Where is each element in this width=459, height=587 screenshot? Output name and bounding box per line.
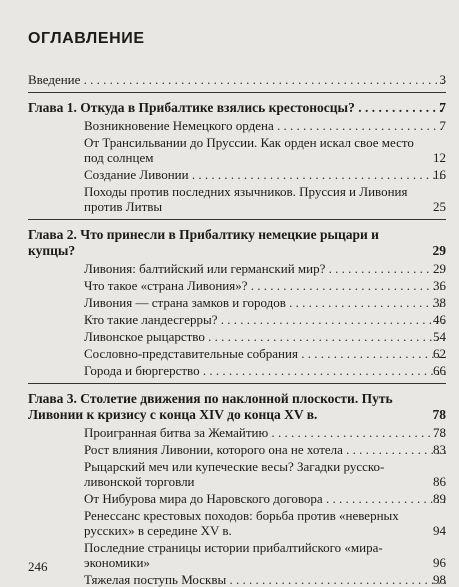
section-divider [28, 219, 446, 220]
entry-title: Рыцарский меч или купеческие весы? Загадки русско-ливонской торговли [84, 459, 385, 489]
entry-page-number: 66 [433, 363, 446, 378]
page-title: ОГЛАВЛЕНИЕ [28, 30, 145, 47]
table-of-contents [28, 72, 446, 587]
toc-entry [84, 363, 446, 378]
entry-page-number: 78 [433, 425, 446, 440]
entry-page-number: 62 [433, 346, 446, 361]
entry-title: Введение . . . [28, 72, 446, 87]
entry-page-number: 29 [432, 243, 446, 258]
entry-title: От Трансильвании до Пруссии. Как орден искал свое место под солнцем [84, 135, 414, 165]
chapter-entry [28, 100, 446, 116]
entry-title: Походы против последних язычников. Пруссия и Ливония против Литвы [84, 184, 408, 214]
toc-entry [84, 295, 446, 310]
toc-entry [84, 118, 446, 133]
chapter-entry [28, 391, 446, 423]
toc-entry [84, 329, 446, 344]
chapter-entry [28, 227, 446, 259]
entry-title: От Нибурова мира до Наровского договора . . . [84, 491, 446, 506]
entry-title: Проигранная битва за Жемайтию . . . [84, 425, 446, 440]
section-divider [28, 383, 446, 384]
entry-page-number: 98 [433, 572, 446, 587]
toc-entry [84, 167, 446, 182]
toc-entry [84, 261, 446, 276]
entry-title: Последние страницы истории прибалтийского «мира-экономики» [84, 540, 383, 570]
entry-page-number: 83 [433, 442, 446, 457]
entry-title: Создание Ливонии . . . [84, 167, 446, 182]
entry-page-number: 94 [433, 523, 446, 538]
entry-title: Ливонское рыцарство . . . [84, 329, 446, 344]
entry-page-number: 38 [433, 295, 446, 310]
toc-entry [84, 278, 446, 293]
entry-page-number: 54 [433, 329, 446, 344]
toc-entry [84, 346, 446, 361]
toc-entry [84, 135, 446, 165]
entry-page-number: 3 [439, 72, 446, 87]
toc-entry [28, 72, 446, 87]
entry-page-number: 7 [439, 118, 446, 133]
entry-title: Возникновение Немецкого ордена . . . [84, 118, 446, 133]
entry-page-number: 16 [433, 167, 446, 182]
entry-title: Глава 3. Столетие движения по наклонной плоскости. Путь Ливонии к кризису с конца XIV до конца XV в. [28, 391, 393, 422]
toc-entry [84, 491, 446, 506]
toc-entry [84, 442, 446, 457]
entry-page-number: 7 [439, 100, 446, 115]
section-divider [28, 92, 446, 93]
entry-page-number: 78 [432, 407, 446, 422]
entry-page-number: 89 [433, 491, 446, 506]
entry-page-number: 25 [433, 199, 446, 214]
toc-entry [84, 540, 446, 570]
toc-entry [84, 312, 446, 327]
entry-title: Тяжелая поступь Москвы . . . [84, 572, 446, 587]
entry-page-number: 96 [433, 555, 446, 570]
entry-title: Кто такие ландесгерры? . . . [84, 312, 446, 327]
entry-page-number: 86 [433, 474, 446, 489]
entry-page-number: 46 [433, 312, 446, 327]
entry-title: Ливония — страна замков и городов . . . [84, 295, 446, 310]
page-number: 246 [28, 559, 48, 574]
toc-entry [84, 459, 446, 489]
entry-title: Глава 2. Что принесли в Прибалтику немецкие рыцари и купцы? [28, 227, 379, 258]
entry-page-number: 29 [433, 261, 446, 276]
toc-entry [84, 572, 446, 587]
entry-title: Ливония: балтийский или германский мир? . . . [84, 261, 446, 276]
entry-page-number: 12 [433, 150, 446, 165]
toc-entry [84, 425, 446, 440]
toc-entry [84, 184, 446, 214]
entry-page-number: 36 [433, 278, 446, 293]
entry-title: Ренессанс крестовых походов: борьба против «неверных русских» в середине XV в. [84, 508, 399, 538]
entry-title: Глава 1. Откуда в Прибалтике взялись крестоносцы? . . . [28, 100, 446, 116]
entry-title: Города и бюргерство . . . [84, 363, 446, 378]
entry-title: Что такое «страна Ливония»? . . . [84, 278, 446, 293]
toc-entry [84, 508, 446, 538]
entry-title: Сословно-представительные собрания . . . [84, 346, 446, 361]
entry-title: Рост влияния Ливонии, которого она не хотела . . . [84, 442, 446, 457]
